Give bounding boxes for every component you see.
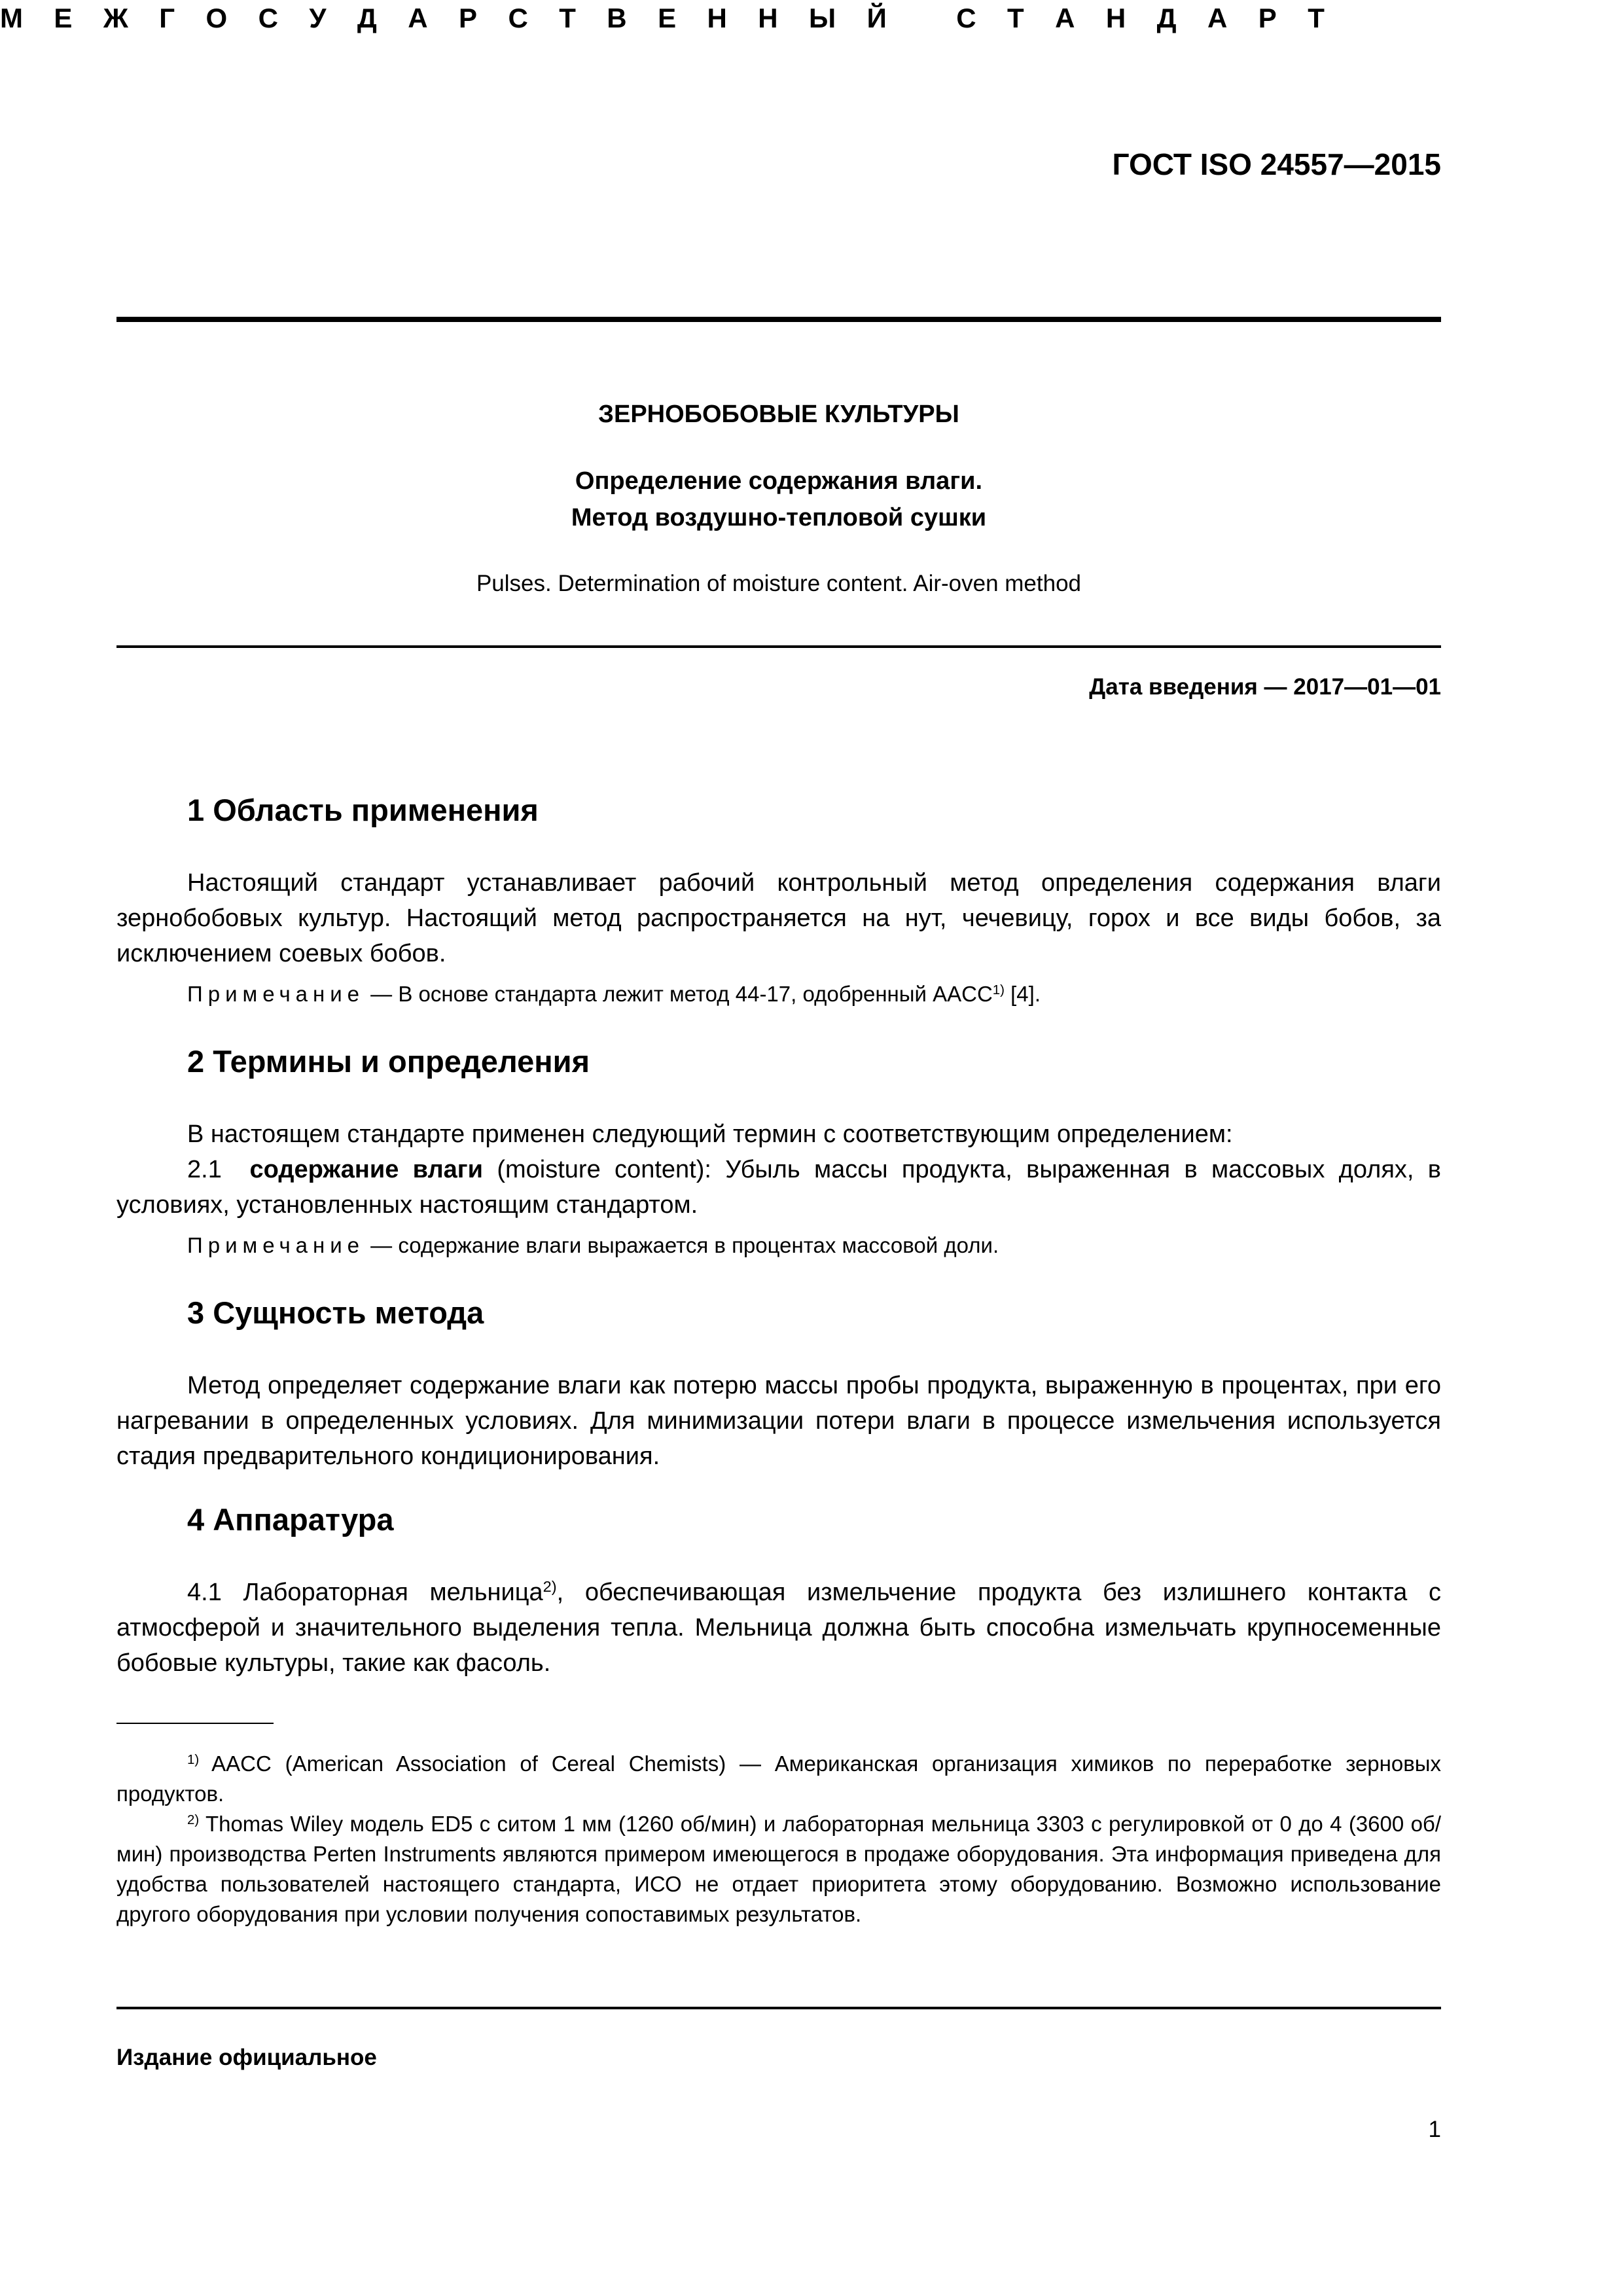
footnote-ref-1[interactable]: 1) — [992, 982, 1005, 997]
banner-letter: Д — [1156, 3, 1177, 33]
banner-letter: С — [258, 3, 278, 33]
standard-banner — [0, 0, 1325, 37]
note-text: — содержание влаги выражается в процентах массовой доли. — [365, 1233, 999, 1257]
footnote-separator — [116, 1723, 274, 1724]
banner-letter: У — [309, 3, 327, 33]
banner-letter: Т — [1007, 3, 1024, 33]
banner-letter: Н — [1105, 3, 1126, 33]
english-title: Pulses. Determination of moisture content. Air-oven method — [476, 571, 1082, 596]
page-number: 1 — [1428, 2117, 1441, 2142]
banner-letter: Т — [559, 3, 576, 33]
banner-letter: Т — [1308, 3, 1325, 33]
official-edition-label: Издание официальное — [116, 2045, 377, 2070]
item-text: Лабораторная мельница — [221, 1579, 543, 1606]
footnote-mark-2: 2) — [187, 1812, 200, 1827]
banner-letter: Н — [758, 3, 778, 33]
banner-letter: Д — [357, 3, 377, 33]
term-name: содержание влаги — [249, 1156, 483, 1183]
footnote-1 — [116, 1749, 1441, 1809]
banner-letter: Р — [459, 3, 478, 33]
section-3-text — [116, 1368, 1441, 1474]
section-2-heading: 2 Термины и определения — [187, 1044, 590, 1079]
document-title: ЗЕРНОБОБОВЫЕ КУЛЬТУРЫ — [598, 401, 959, 428]
section-1-heading: 1 Область применения — [187, 793, 539, 827]
term-2-1 — [116, 1152, 1441, 1223]
item-text-end: , обеспечивающая измельчение продукта без излишнего контакта с атмосферой и значительного выделения тепла. Мельница должна быть способна измельчать крупносеменные бобовые культуры, такие как фасоль. — [116, 1579, 1442, 1677]
section-2-note — [187, 1230, 1441, 1261]
banner-letter: М — [0, 3, 23, 33]
banner-letter: С — [508, 3, 528, 33]
banner-letter: Е — [54, 3, 73, 33]
footnote-2 — [116, 1809, 1441, 1929]
footnote-1-text: AACC (American Association of Cereal Chemists) — Американская организация химиков по переработке зерновых продуктов. — [116, 1751, 1441, 1806]
section-2-intro — [116, 1117, 1441, 1152]
banner-letter: А — [1055, 3, 1075, 33]
item-number: 4.1 — [187, 1579, 222, 1606]
banner-rule — [116, 317, 1441, 322]
banner-letter: С — [956, 3, 976, 33]
introduction-date: Дата введения — 2017—01—01 — [1089, 674, 1441, 700]
banner-letter: А — [1207, 3, 1228, 33]
note-label: Примечание — [187, 982, 365, 1006]
section-4-item-4-1 — [116, 1575, 1441, 1681]
note-label: Примечание — [187, 1233, 365, 1257]
banner-letter — [918, 0, 925, 37]
banner-letter: Е — [658, 3, 677, 33]
banner-letter: А — [408, 3, 428, 33]
section-1-text-content: Настоящий стандарт устанавливает рабочий контрольный метод определения содержания влаги зернобобовых культур. Настоящий метод распространяется на нут, чечевицу, горох и все виды бобов, за исключением соевых бобов. — [116, 869, 1441, 967]
note-text: — В основе стандарта лежит метод 44-17, одобренный AACC — [365, 982, 993, 1006]
section-1-text — [116, 865, 1441, 971]
footnote-2-text: Thomas Wiley модель ED5 с ситом 1 мм (1260 об/мин) и лабораторная мельница 3303 с регулировкой от 0 до 4 (3600 об/мин) производства Perten Instruments являются примером имеющегося в продаже оборудования. Эта информация приведена для удобства пользователей настоящего стандарта, ИСО не отдает приоритета этому оборудованию. Возможно использование другого оборудования при условии получения сопоставимых результатов. — [116, 1812, 1441, 1926]
banner-letter: В — [607, 3, 627, 33]
banner-letter: Г — [159, 3, 175, 33]
document-subtitle-line2: Метод воздушно-тепловой сушки — [571, 504, 987, 531]
section-3-heading: 3 Сущность метода — [187, 1295, 484, 1330]
term-definition: (moisture content): Убыль массы продукта, выраженная в массовых долях, в условиях, установленных настоящим стандартом. — [116, 1156, 1441, 1219]
section-3-text-content: Метод определяет содержание влаги как потерю массы пробы продукта, выраженную в процентах, при его нагревании в определенных условиях. Для минимизации потери влаги в процессе измельчения используется стадия предварительного кондиционирования. — [116, 1372, 1441, 1470]
banner-letter: О — [205, 3, 228, 33]
document-subtitle-line1: Определение содержания влаги. — [575, 467, 983, 495]
footnote-ref-2[interactable]: 2) — [543, 1578, 557, 1596]
banner-letter: Ы — [809, 3, 836, 33]
banner-letter: Р — [1258, 3, 1277, 33]
banner-letter: Н — [707, 3, 727, 33]
note-text-end: [4]. — [1004, 982, 1041, 1006]
section-4-heading: 4 Аппаратура — [187, 1502, 394, 1537]
section-1-note — [187, 979, 1441, 1009]
term-number: 2.1 — [187, 1156, 222, 1183]
title-rule — [116, 645, 1441, 648]
footer-rule — [116, 2007, 1441, 2009]
document-code: ГОСТ ISO 24557—2015 — [1112, 147, 1441, 181]
footnote-mark-1: 1) — [187, 1751, 200, 1767]
banner-letter: Ж — [103, 3, 128, 33]
section-2-intro-content: В настоящем стандарте применен следующий термин с соответствующим определением: — [187, 1121, 1233, 1148]
banner-letter: Й — [866, 3, 887, 33]
